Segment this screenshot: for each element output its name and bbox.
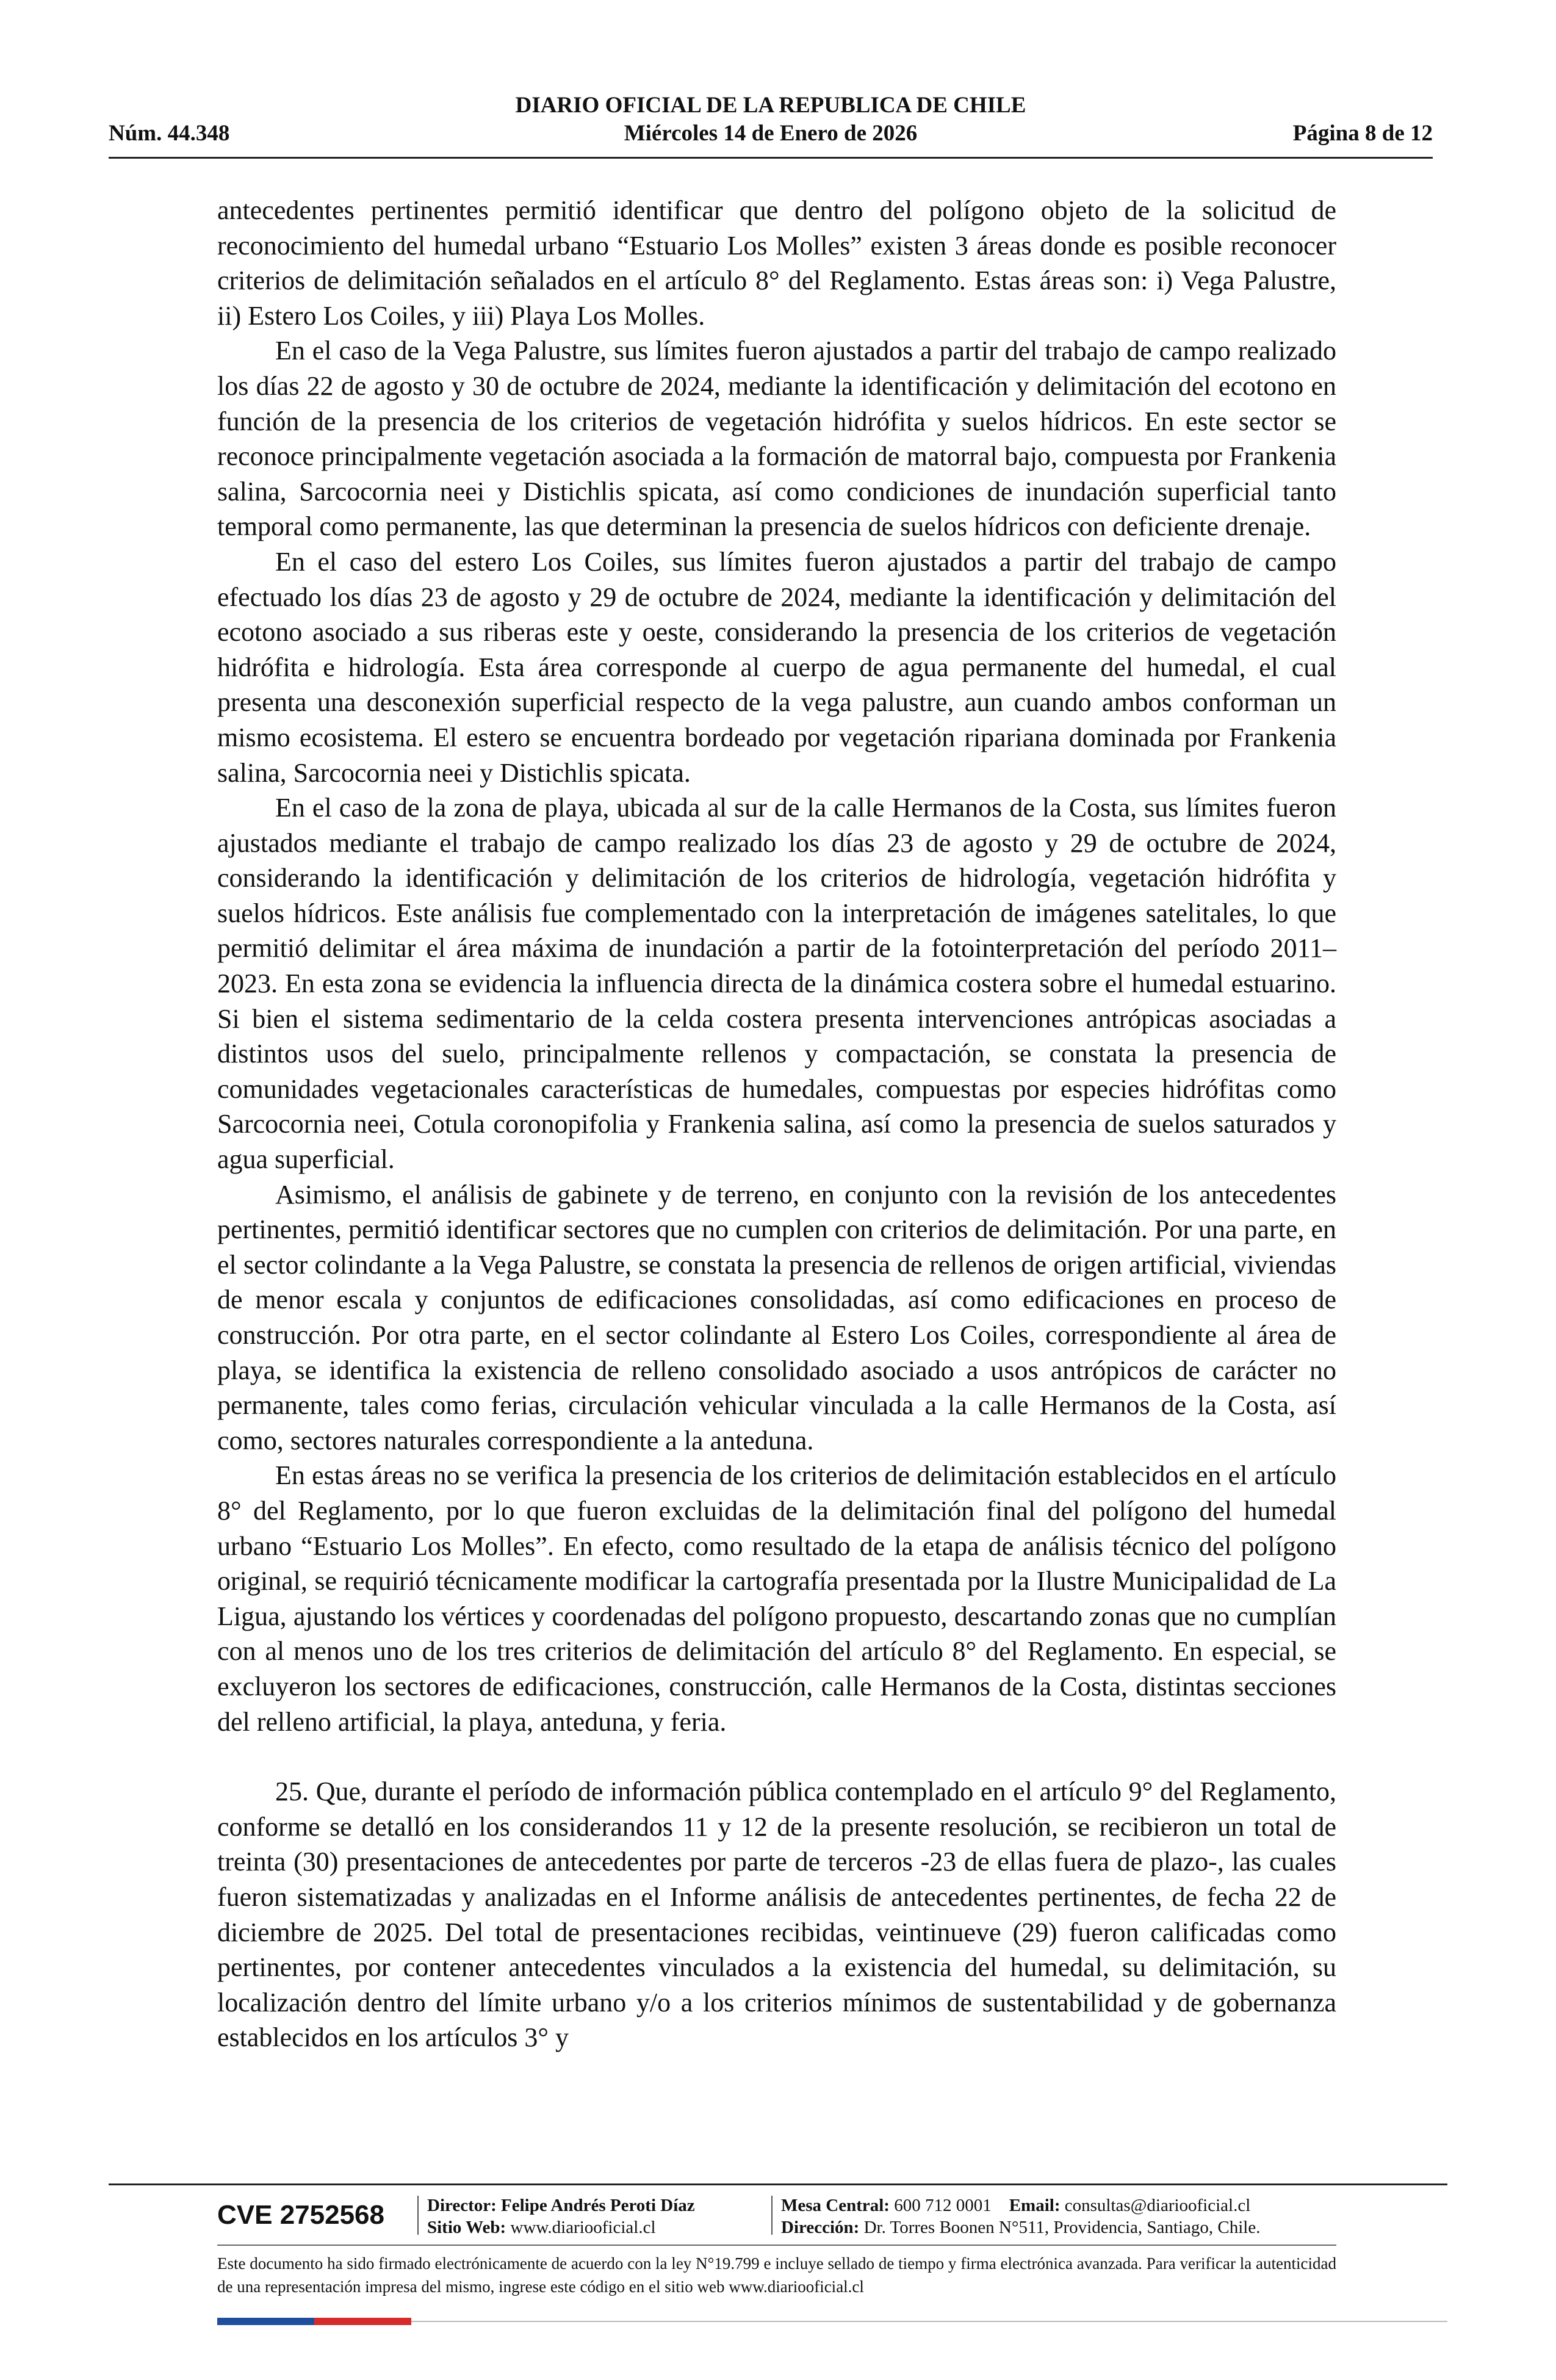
flag-red-segment: [314, 2318, 411, 2325]
email-label: Email:: [1009, 2196, 1061, 2215]
page-footer: [217, 2192, 1336, 2241]
address-label: Dirección:: [781, 2218, 860, 2237]
issue-date: Miércoles 14 de Enero de 2026: [624, 121, 918, 146]
phone-label: Mesa Central:: [781, 2196, 890, 2215]
footer-separator: [771, 2196, 773, 2235]
page-indicator: Página 8 de 12: [1292, 121, 1433, 146]
paragraph-vega-palustre: En el caso de la Vega Palustre, sus límites fueron ajustados a partir del trabajo de campo realizado los días 22 de agosto y 30 de octubre de 2024, mediante la identificación y delimitación del ecotono en función de la presencia de los criterios de vegetación hidrófita y suelos hídricos. En este sector se reconoce principalmente vegetación asociada a la formación de matorral bajo, compuesta por Frankenia salina, Sarcocornia neei y Distichlis spicata, así como condiciones de inundación superficial tanto temporal como permanente, las que determinan la presencia de suelos hídricos con deficiente drenaje.: [217, 336, 1336, 542]
header-divider: [109, 157, 1433, 159]
paragraph-continuation: antecedentes pertinentes permitió identificar que dentro del polígono objeto de la solicitud de reconocimiento del humedal urbano “Estuario Los Molles” existen 3 áreas donde es posible reconocer criterios de delimitación señalados en el artículo 8° del Reglamento. Estas áreas son: i) Vega Palustre, ii) Estero Los Coiles, y iii) Playa Los Molles.: [217, 195, 1336, 331]
paragraph-zona-playa: En el caso de la zona de playa, ubicada al sur de la calle Hermanos de la Costa, sus límites fueron ajustados mediante el trabajo de campo realizado los días 23 de agosto y 29 de octubre de 2024, considerando la identificación y delimitación de los criterios de hidrología, vegetación hidrófita y suelos hídricos. Este análisis fue complementado con la interpretación de imágenes satelitales, lo que permitió delimitar el área máxima de inundación a partir de la fotointerpretación del período 2011–2023. En esta zona se evidencia la influencia directa de la dinámica costera sobre el humedal estuarino. Si bien el sistema sedimentario de la celda costera presenta intervenciones antrópicas asociadas a distintos usos del suelo, principalmente rellenos y compactación, se constata la presencia de comunidades vegetacionales características de humedales, compuestas por especies hidrófitas como Sarcocornia neei, Cotula coronopifolia y Frankenia salina, así como la presencia de suelos saturados y agua superficial.: [217, 793, 1336, 1175]
phone-value: 600 712 0001: [894, 2196, 992, 2215]
footer-divider: [109, 2183, 1447, 2185]
director-label: Director:: [427, 2196, 497, 2215]
header-row: [109, 120, 1433, 148]
bottom-divider: [411, 2321, 1447, 2322]
paragraph-estero-los-coiles: En el caso del estero Los Coiles, sus límites fueron ajustados a partir del trabajo de campo efectuado los días 23 de agosto y 29 de octubre de 2024, mediante la identificación y delimitación del ecotono asociado a sus riberas este y oeste, considerando la presencia de los criterios de vegetación hidrófita e hidrología. Esta área corresponde al cuerpo de agua permanente del humedal, el cual presenta una desconexión superficial respecto de la vega palustre, aun cuando ambos conforman un mismo ecosistema. El estero se encuentra bordeado por vegetación ripariana dominada por Frankenia salina, Sarcocornia neei y Distichlis spicata.: [217, 546, 1336, 788]
flag-stripe: [217, 2318, 411, 2325]
document-body: [217, 193, 1336, 2055]
flag-blue-segment: [217, 2318, 314, 2325]
legal-notice: Este documento ha sido firmado electrónicamente de acuerdo con la ley N°19.799 e incluye sellado de tiempo y firma electrónica avanzada. Para verificar la autenticidad de una representación impresa del mismo, ingrese este código en el sitio web www.diariooficial.cl: [217, 2254, 1336, 2296]
footer-inner-divider: [217, 2245, 1336, 2246]
issue-number: Núm. 44.348: [109, 121, 230, 146]
site-link[interactable]: www.diariooficial.cl: [510, 2218, 656, 2237]
footer-contact-block: [781, 2194, 1260, 2238]
newspaper-title: DIARIO OFICIAL DE LA REPUBLICA DE CHILE: [515, 93, 1026, 118]
cve-code: CVE 2752568: [217, 2200, 384, 2230]
footer-separator: [417, 2196, 419, 2235]
page-header: [109, 92, 1433, 148]
email-link[interactable]: consultas@diariooficial.cl: [1064, 2196, 1251, 2215]
director-name: Felipe Andrés Peroti Díaz: [501, 2196, 695, 2215]
site-label: Sitio Web:: [427, 2218, 506, 2237]
paragraph-exclusiones: En estas áreas no se verifica la presencia de los criterios de delimitación establecidos en el artículo 8° del Reglamento, por lo que fueron excluidas de la delimitación final del polígono del humedal urbano “Estuario Los Molles”. En efecto, como resultado de la etapa de análisis técnico del polígono original, se requirió técnicamente modificar la cartografía presentada por la Ilustre Municipalidad de La Ligua, ajustando los vértices y coordenadas del polígono propuesto, descartando zonas que no cumplían con al menos uno de los tres criterios de delimitación del artículo 8° del Reglamento. En especial, se excluyeron los sectores de edificaciones, construcción, calle Hermanos de la Costa, distintas secciones del relleno artificial, la playa, anteduna, y feria.: [217, 1460, 1336, 1737]
paragraph-considerando-25: 25. Que, durante el período de información pública contemplado en el artículo 9° del Reglamento, conforme se detalló en los considerandos 11 y 12 de la presente resolución, se recibieron un total de treinta (30) presentaciones de antecedentes por parte de terceros -23 de ellas fuera de plazo-, las cuales fueron sistematizadas y analizadas en el Informe análisis de antecedentes pertinentes, de fecha 22 de diciembre de 2025. Del total de presentaciones recibidas, veintinueve (29) fueron calificadas como pertinentes, por contener antecedentes vinculados a la existencia del humedal, su delimitación, su localización dentro del límite urbano y/o a los criterios mínimos de sustentabilidad y de gobernanza establecidos en los artículos 3° y: [217, 1776, 1336, 2053]
footer-director-block: [427, 2194, 695, 2238]
paragraph-asimismo: Asimismo, el análisis de gabinete y de terreno, en conjunto con la revisión de los antecedentes pertinentes, permitió identificar sectores que no cumplen con criterios de delimitación. Por una parte, en el sector colindante a la Vega Palustre, se constata la presencia de rellenos de origen artificial, viviendas de menor escala y conjuntos de edificaciones consolidadas, así como edificaciones en proceso de construcción. Por otra parte, en el sector colindante al Estero Los Coiles, correspondiente al área de playa, se identifica la existencia de relleno consolidado asociado a usos antrópicos de carácter no permanente, tales como ferias, circulación vehicular vinculada a la calle Hermanos de la Costa, así como, sectores naturales correspondiente a la anteduna.: [217, 1179, 1336, 1455]
address-value: Dr. Torres Boonen N°511, Providencia, Santiago, Chile.: [863, 2218, 1261, 2237]
